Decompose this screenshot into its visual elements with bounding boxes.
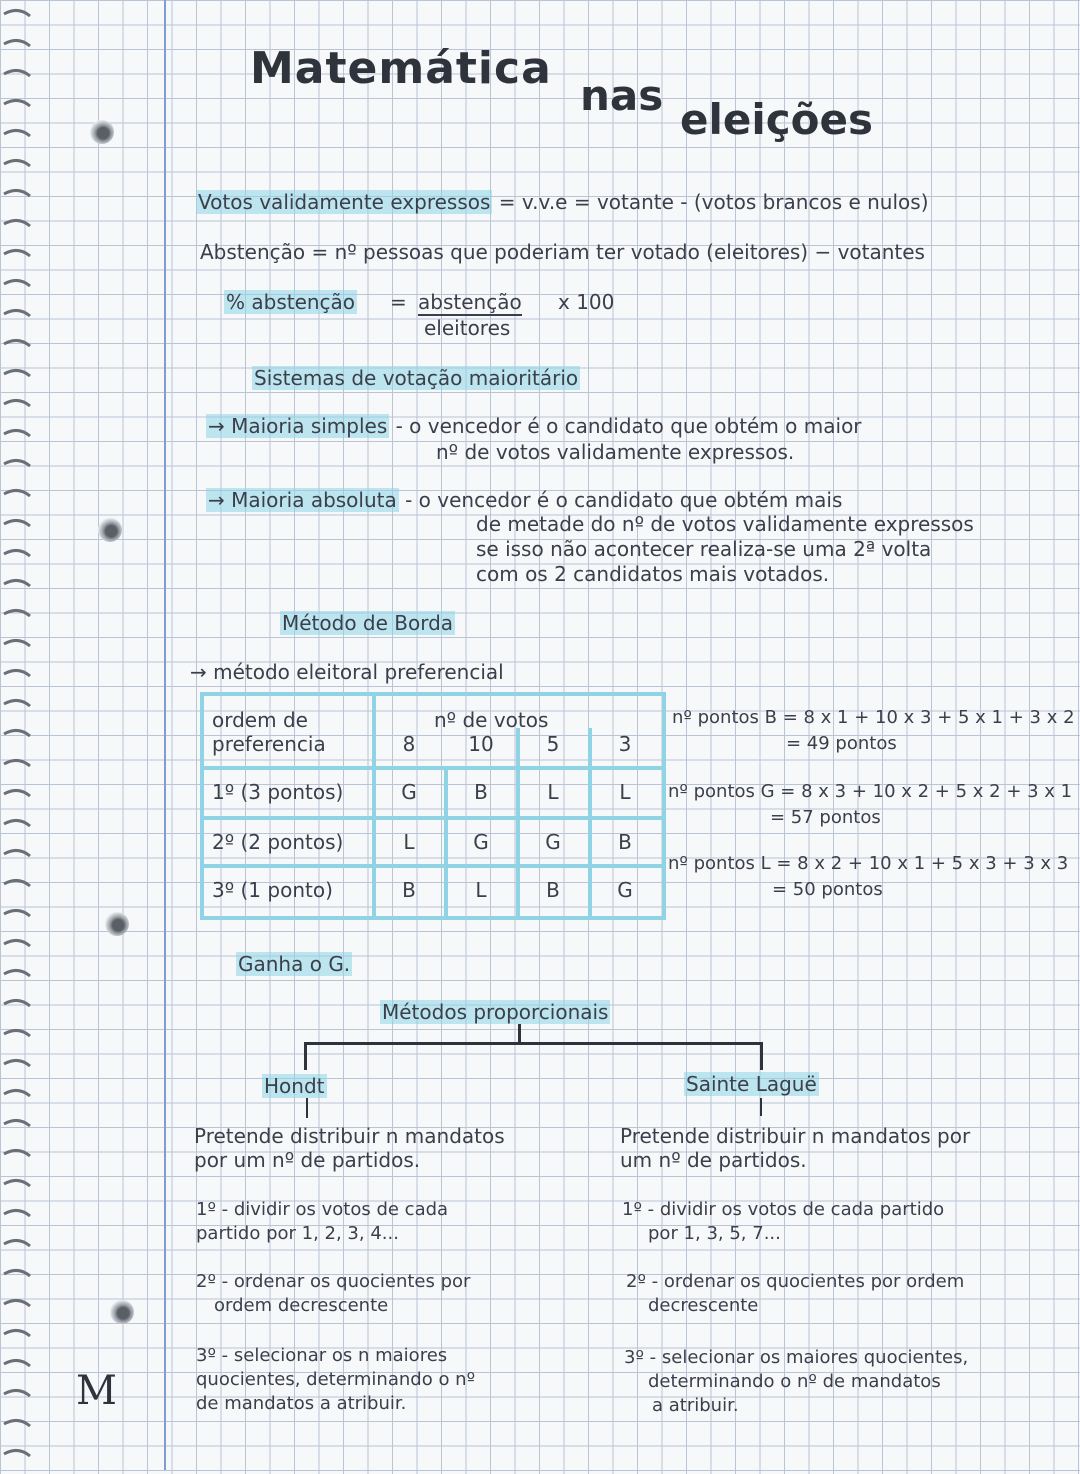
- table-divider: [200, 864, 666, 868]
- borda-heading-label: Método de Borda: [282, 611, 454, 635]
- points-g-line1: nº pontos G = 8 x 3 + 10 x 2 + 5 x 2 + 3 x 1: [668, 781, 1073, 802]
- absolute-majority-line3: se isso não acontecer realiza-se uma 2ª volta: [476, 537, 932, 561]
- pct-denominator: eleitores: [424, 316, 511, 340]
- table-header-left: preferencia: [212, 732, 326, 756]
- absolute-majority-line4: com os 2 candidatos mais votados.: [476, 562, 830, 586]
- borda-winner-label: Ganha o G.: [238, 952, 351, 976]
- majority-heading-label: Sistemas de votação maioritário: [254, 366, 579, 390]
- points-l-line2: = 50 pontos: [772, 879, 883, 900]
- bracket-line: [760, 1098, 762, 1116]
- vote-count: 8: [402, 732, 416, 756]
- abstencao-formula: = nº pessoas que poderiam ter votado (eleitores) − votantes: [311, 240, 925, 264]
- punch-hole-icon: [105, 912, 129, 936]
- logo-mark-icon: M: [76, 1368, 117, 1414]
- proportional-heading-label: Métodos proporcionais: [382, 1000, 609, 1024]
- hondt-step1b: partido por 1, 2, 3, 4...: [196, 1223, 399, 1244]
- sainte-step3a: 3º - selecionar os maiores quocientes,: [624, 1347, 969, 1368]
- table-cell: B: [402, 878, 416, 902]
- sainte-step1a: 1º - dividir os votos de cada partido: [622, 1199, 945, 1220]
- table-cell: G: [545, 830, 561, 854]
- pct-multiplier: x 100: [558, 290, 615, 314]
- hondt-step2b: ordem decrescente: [214, 1295, 389, 1316]
- hondt-title-label: Hondt: [264, 1074, 325, 1098]
- abstencao-term: Abstenção: [200, 240, 306, 264]
- vote-count: 10: [468, 732, 494, 756]
- table-row-label: 1º (3 pontos): [212, 780, 344, 804]
- bracket-line: [760, 1042, 763, 1070]
- vve-term: Votos validamente expressos: [198, 190, 491, 214]
- sainte-step2a: 2º - ordenar os quocientes por ordem: [626, 1271, 965, 1292]
- simple-majority-label: → Maioria simples: [208, 414, 388, 438]
- hondt-title: [262, 1074, 327, 1098]
- spiral-rings-icon: [0, 0, 60, 1470]
- table-row-label: 3º (1 ponto): [212, 878, 333, 902]
- table-divider: [516, 728, 520, 920]
- sainte-step2b: decrescente: [648, 1295, 759, 1316]
- simple-majority-line1: [206, 414, 862, 438]
- definition-vve: [196, 190, 929, 214]
- punch-hole-icon: [98, 518, 122, 542]
- pct-numerator: abstenção: [418, 290, 522, 314]
- bracket-line: [518, 1024, 521, 1044]
- bracket-line: [304, 1042, 762, 1045]
- sainte-step1b: por 1, 3, 5, 7...: [648, 1223, 781, 1244]
- points-g-line2: = 57 pontos: [770, 807, 881, 828]
- table-divider: [200, 766, 666, 770]
- sainte-step3b: determinando o nº de mandatos: [648, 1371, 941, 1392]
- hondt-intro2: por um nº de partidos.: [194, 1148, 421, 1172]
- majority-heading: [252, 366, 580, 390]
- hondt-intro1: Pretende distribuir n mandatos: [194, 1124, 505, 1148]
- vve-formula: = v.v.e = votante - (votos brancos e nulos): [498, 190, 929, 214]
- absolute-majority-label: → Maioria absoluta: [208, 488, 397, 512]
- table-header-votes: nº de votos: [434, 708, 549, 732]
- title-line3: eleições: [680, 95, 873, 144]
- table-cell: B: [618, 830, 632, 854]
- table-divider: [200, 816, 666, 820]
- simple-majority-text1: - o vencedor é o candidato que obtém o maior: [395, 414, 862, 438]
- punch-hole-icon: [110, 1300, 134, 1324]
- table-cell: L: [619, 780, 631, 804]
- hondt-step3b: quocientes, determinando o nº: [196, 1369, 476, 1390]
- pct-term-label: % abstenção: [226, 290, 356, 314]
- sainte-intro2: um nº de partidos.: [620, 1148, 807, 1172]
- table-cell: G: [617, 878, 633, 902]
- bracket-line: [304, 1042, 307, 1070]
- bracket-line: [306, 1098, 308, 1118]
- sainte-step3c: a atribuir.: [652, 1395, 739, 1416]
- table-divider: [588, 728, 592, 920]
- table-cell: G: [473, 830, 489, 854]
- table-row-label: 2º (2 pontos): [212, 830, 344, 854]
- table-divider: [444, 766, 448, 920]
- title-line1: Matemática: [250, 43, 552, 94]
- table-cell: B: [546, 878, 560, 902]
- hondt-step2a: 2º - ordenar os quocientes por: [196, 1271, 471, 1292]
- table-cell: G: [401, 780, 417, 804]
- borda-winner: [236, 952, 352, 976]
- table-cell: L: [547, 780, 559, 804]
- table-divider: [372, 692, 376, 920]
- absolute-majority-text1: - o vencedor é o candidato que obtém mais: [405, 488, 843, 512]
- points-b-line2: = 49 pontos: [786, 733, 897, 754]
- title-line2: nas: [580, 71, 664, 120]
- sainte-lague-title-label: Sainte Laguë: [686, 1072, 817, 1096]
- table-cell: L: [403, 830, 415, 854]
- borda-heading: [280, 611, 455, 635]
- vote-count: 5: [546, 732, 560, 756]
- hondt-step1a: 1º - dividir os votos de cada: [196, 1199, 449, 1220]
- table-header-left: ordem de: [212, 708, 308, 732]
- pct-term: [224, 290, 357, 314]
- hondt-step3c: de mandatos a atribuir.: [196, 1393, 407, 1414]
- sainte-intro1: Pretende distribuir n mandatos por: [620, 1124, 971, 1148]
- sainte-lague-title: [684, 1072, 819, 1096]
- margin-line: [164, 0, 166, 1470]
- borda-subtitle: → método eleitoral preferencial: [190, 660, 504, 684]
- pct-eq: =: [390, 290, 407, 314]
- spiral-binding: [0, 0, 60, 1470]
- points-b-line1: nº pontos B = 8 x 1 + 10 x 3 + 5 x 1 + 3 x 2: [672, 707, 1075, 728]
- hondt-step3a: 3º - selecionar os n maiores: [196, 1345, 448, 1366]
- simple-majority-line2: nº de votos validamente expressos.: [436, 440, 795, 464]
- table-cell: B: [474, 780, 488, 804]
- absolute-majority-line1: [206, 488, 842, 512]
- vote-count: 3: [618, 732, 632, 756]
- table-cell: L: [475, 878, 487, 902]
- points-l-line1: nº pontos L = 8 x 2 + 10 x 1 + 5 x 3 + 3 x 3: [668, 853, 1069, 874]
- definition-abstencao: [200, 240, 925, 264]
- punch-hole-icon: [90, 120, 114, 144]
- proportional-heading: [380, 1000, 610, 1024]
- absolute-majority-line2: de metade do nº de votos validamente expressos: [476, 512, 974, 536]
